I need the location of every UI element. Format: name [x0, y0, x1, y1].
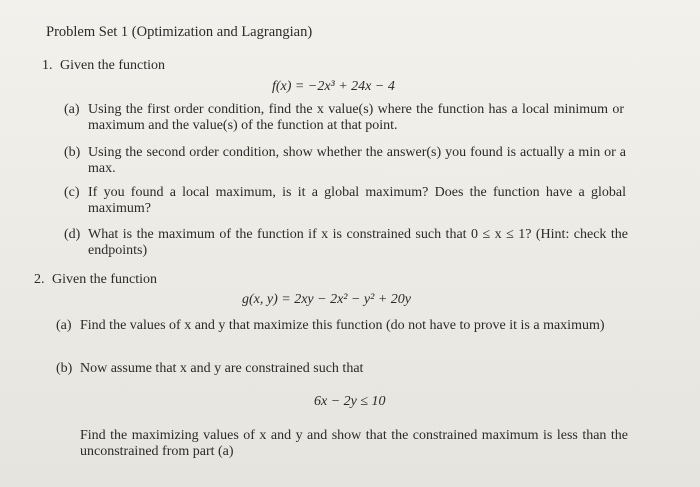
part-text: What is the maximum of the function if x is constrained such that 0 ≤ x ≤ 1? (Hint: check the endpoints)	[88, 227, 628, 258]
part-label: (a)	[56, 318, 72, 333]
problem-2-formula: g(x, y) = 2xy − 2x² − y² + 20y	[242, 292, 412, 307]
part-text: Now assume that x and y are constrained such that	[80, 361, 364, 376]
part-label: (b)	[56, 361, 73, 376]
problem-1-formula: f(x) = −2x³ + 24x − 4	[272, 79, 395, 94]
problem-2-constraint: 6x − 2y ≤ 10	[314, 394, 386, 409]
page-title: Problem Set 1 (Optimization and Lagrangian)	[46, 24, 313, 40]
part-label: (d)	[64, 227, 81, 242]
part-label: (c)	[64, 185, 80, 200]
part-label: (a)	[64, 102, 80, 117]
part-text: If you found a local maximum, is it a global maximum? Does the function have a global maximum?	[88, 185, 626, 216]
problem-1-part-c	[64, 185, 626, 217]
part-text: Using the second order condition, show whether the answer(s) you found is actually a min or a max.	[88, 145, 626, 176]
problem-2-intro: Given the function	[52, 272, 157, 287]
problem-2-number: 2.	[34, 272, 45, 287]
part-text: Using the first order condition, find the x value(s) where the function has a local minimum or maximum and the value(s) of the function at that point.	[88, 102, 624, 133]
problem-1-intro: Given the function	[60, 58, 165, 73]
problem-1-number: 1.	[42, 58, 53, 73]
part-label: (b)	[64, 145, 81, 160]
problem-1-part-d	[64, 227, 628, 259]
problem-2-closing: Find the maximizing values of x and y and show that the constrained maximum is less than the unconstrained from part (a)	[80, 428, 628, 459]
part-text: Find the values of x and y that maximize this function (do not have to prove it is a maximum)	[80, 318, 605, 333]
problem-2-part-a	[56, 318, 628, 334]
problem-2-part-b	[56, 361, 628, 377]
problem-1-part-a	[64, 102, 624, 134]
problem-1-part-b	[64, 145, 626, 177]
